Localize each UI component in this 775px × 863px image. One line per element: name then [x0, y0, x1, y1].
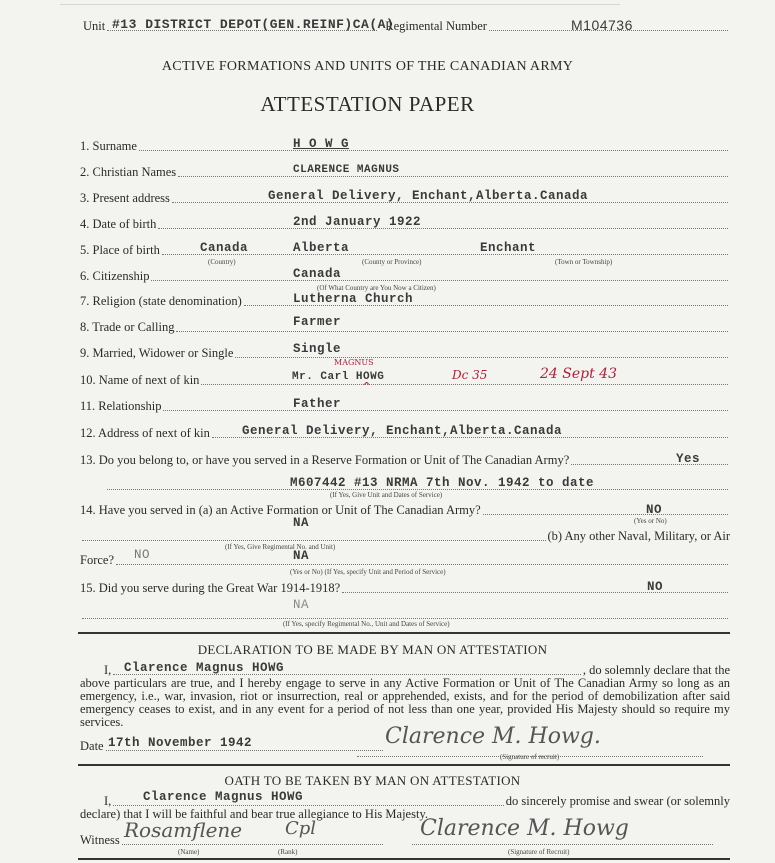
q15-detail: NA — [293, 598, 310, 612]
declaration-line1-end: , do solemnly declare that the — [582, 663, 730, 677]
rank-hint: (Rank) — [278, 848, 298, 856]
q4-label: 4. Date of birth — [80, 217, 157, 231]
recruit-signature-oath: Clarence M. Howg — [420, 816, 629, 841]
q1-row — [80, 138, 730, 154]
q2-label: 2. Christian Names — [80, 165, 177, 179]
q8-label: 8. Trade or Calling — [80, 320, 175, 334]
q5-province-hint: (County or Province) — [362, 258, 422, 266]
q6-hint: (Of What Country are You Now a Citizen) — [317, 284, 436, 292]
witness-label: Witness — [80, 833, 120, 847]
q14-label: 14. Have you served in (a) an Active Formation or Unit of The Canadian Army? — [80, 503, 481, 517]
unit-value: #13 DISTRICT DEPOT(GEN.REINF)CA(A) — [112, 17, 395, 32]
q13-value: Yes — [676, 452, 701, 466]
q5-town-hint: (Town or Township) — [555, 258, 613, 266]
section-divider-2 — [78, 764, 730, 766]
declaration-heading: DECLARATION TO BE MADE BY MAN ON ATTESTATION — [197, 642, 548, 657]
q15-row — [80, 580, 730, 596]
oath-line1-end: do sincerely promise and swear (or solemnly — [505, 794, 730, 808]
q6-value: Canada — [293, 267, 342, 281]
q1-value: H O W G — [293, 137, 350, 151]
q11-label: 11. Relationship — [80, 399, 162, 413]
regimental-number-value: M104736 — [571, 17, 633, 33]
section-divider — [78, 632, 730, 634]
q13-label: 13. Do you belong to, or have you served in a Reserve Formation or Unit of The Canadian Army? — [80, 453, 570, 467]
q6-row — [80, 268, 730, 284]
force-detail: NA — [293, 549, 310, 563]
q10-annotation-date: 24 Sept 43 — [540, 366, 617, 382]
date-value: 17th November 1942 — [108, 736, 253, 750]
q14-detail: NA — [293, 516, 310, 530]
declaration-body: above particulars are true, and I hereby engage to serve in any Active Formation or Unit of The Canadian Army so long as an emergency, i.e., war, invasion, riot or insurrection, real or apprehended, exists, and for the period of demobilization after said emergency ceases to exist, and in any event for a period of not less than one year, provided His Majesty should so require my services. — [80, 676, 730, 729]
q14b-row — [80, 528, 730, 544]
q5-country: Canada — [200, 241, 249, 255]
oath-name: Clarence Magnus HOWG — [143, 790, 304, 804]
q15-label: 15. Did you serve during the Great War 1914-1918? — [80, 581, 341, 595]
q14b-label: (b) Any other Naval, Military, or Air — [547, 529, 730, 543]
q4-value: 2nd January 1922 — [293, 215, 422, 229]
regimental-number-label: Regimental Number — [385, 19, 487, 33]
q5-town: Enchant — [480, 241, 537, 255]
unit-label: Unit — [83, 19, 106, 33]
date-label: Date — [80, 739, 104, 753]
recruit-signature-declaration: Clarence M. Howg. — [385, 724, 601, 749]
q2-value: CLARENCE MAGNUS — [293, 164, 400, 176]
q6-label: 6. Citizenship — [80, 269, 150, 283]
q5-province: Alberta — [293, 241, 350, 255]
recruit-signature-hint: (Signature of Recruit) — [508, 848, 570, 856]
q10-annotation-insert: MAGNUS — [334, 358, 374, 367]
q10-row — [80, 372, 730, 388]
q3-value: General Delivery, Enchant,Alberta.Canada — [268, 189, 589, 203]
q5-row — [80, 242, 730, 258]
top-edge-remnant — [60, 0, 620, 5]
declaration-name: Clarence Magnus HOWG — [124, 661, 285, 675]
q1-label: 1. Surname — [80, 139, 137, 153]
oath-heading: OATH TO BE TAKEN BY MAN ON ATTESTATION — [224, 773, 521, 788]
q13-hint: (If Yes, Give Unit and Dates of Service) — [330, 491, 443, 499]
force-label: Force? — [80, 553, 115, 567]
witness-signature: Rosamflene — [124, 818, 243, 842]
q11-value: Father — [293, 397, 342, 411]
q5-country-hint: (Country) — [208, 258, 236, 266]
section-divider-3 — [78, 858, 730, 860]
form-title: ATTESTATION PAPER — [260, 92, 475, 116]
oath-line2: declare) that I will be faithful and bear true allegiance to His Majesty. — [80, 807, 429, 821]
declaration-i-label: I, — [104, 663, 112, 677]
q13-detail: M607442 #13 NRMA 7th Nov. 1942 to date — [290, 476, 595, 490]
declaration-signature-hint: (Signature of recruit) — [500, 753, 560, 761]
q10-label: 10. Name of next of kin — [80, 373, 200, 387]
q15-hint: (If Yes, specify Regimental No., Unit and Dates of Service) — [283, 620, 450, 628]
q10-value: Mr. Carl HOWG — [292, 371, 385, 383]
q12-value: General Delivery, Enchant,Alberta.Canada — [242, 424, 563, 438]
q7-value: Lutherna Church — [293, 292, 414, 306]
name-hint: (Name) — [178, 848, 200, 856]
q2-row — [80, 164, 730, 180]
q5-label: 5. Place of birth — [80, 243, 160, 257]
oath-i-label: I, — [104, 794, 112, 808]
q9-row — [80, 345, 730, 361]
q14-detail-hint: (If Yes, Give Regimental No. and Unit) — [225, 543, 336, 551]
q14-value: NO — [646, 503, 663, 517]
q8-row — [80, 319, 730, 335]
q14-yes-no-hint: (Yes or No) — [634, 517, 667, 525]
form-subtitle: ACTIVE FORMATIONS AND UNITS OF THE CANADIAN ARMY — [161, 59, 574, 74]
force-hint: (Yes or No) (If Yes, specify Unit and Period of Service) — [290, 568, 446, 576]
q12-label: 12. Address of next of kin — [80, 426, 210, 440]
q10-annotation-note: Dc 35 — [452, 368, 488, 382]
q9-value: Single — [293, 342, 342, 356]
force-row — [80, 552, 730, 568]
q9-label: 9. Married, Widower or Single — [80, 346, 234, 360]
q3-label: 3. Present address — [80, 191, 170, 205]
q15-value: NO — [647, 580, 664, 594]
witness-rank: Cpl — [285, 818, 317, 839]
q8-value: Farmer — [293, 315, 342, 329]
q13-row — [80, 452, 730, 468]
caret-insert-mark: ^ — [362, 380, 372, 393]
q11-row — [80, 398, 730, 414]
force-value: NO — [134, 548, 151, 562]
q14-row — [80, 502, 730, 518]
q7-label: 7. Religion (state denomination) — [80, 294, 242, 308]
